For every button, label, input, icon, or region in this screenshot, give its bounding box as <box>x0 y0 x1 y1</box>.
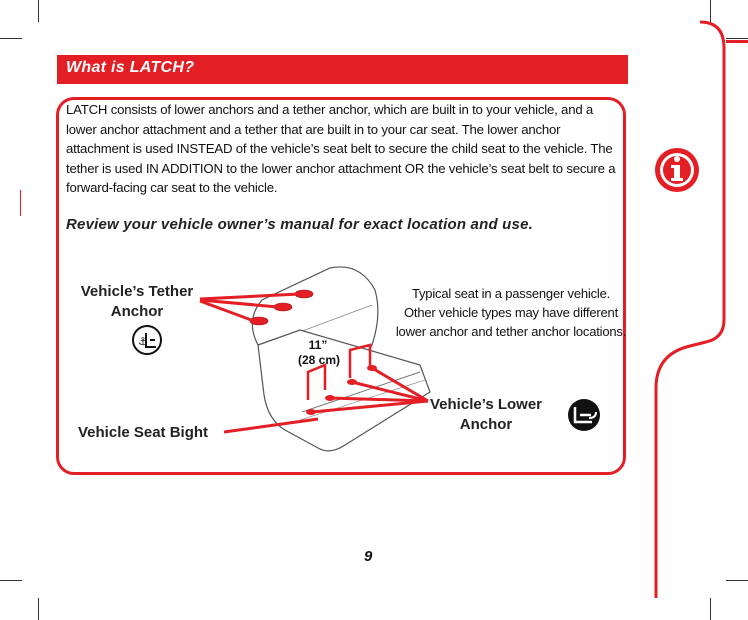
lower-anchor-label: Vehicle’s Lower Anchor <box>430 396 542 433</box>
section-title: What is LATCH? <box>66 59 195 76</box>
intro-paragraph: LATCH consists of lower anchors and a tether anchor, which are built in to your vehicle, and a lower anchor attachment and a tether that are built in to your car seat. The lower anchor attachment is used INSTEAD of the vehicle’s seat belt to secure the child seat to the vehicle. The tether is used IN ADDITION to the lower anchor attachment OR the vehicle’s seat belt to secure a forward-facing car seat to the vehicle. <box>66 102 616 195</box>
page-number: 9 <box>364 548 373 565</box>
lower-anchor-icon <box>568 399 600 431</box>
tether-anchor-icon <box>133 326 161 354</box>
diagram-caption: Typical seat in a passenger vehicle. Other vehicle types may have different lower anchor and tether anchor locations. <box>395 286 627 339</box>
seat-bight-label: Vehicle Seat Bight <box>78 424 209 441</box>
review-note: Review your vehicle owner’s manual for exact location and use. <box>66 216 533 233</box>
dimension-imperial: 11” <box>308 338 328 352</box>
dimension-metric: (28 cm) <box>297 353 341 367</box>
tether-anchor-label: Vehicle’s Tether Anchor <box>80 283 194 320</box>
svg-text:⚓: ⚓ <box>138 335 148 348</box>
seat-cushion <box>258 330 430 451</box>
